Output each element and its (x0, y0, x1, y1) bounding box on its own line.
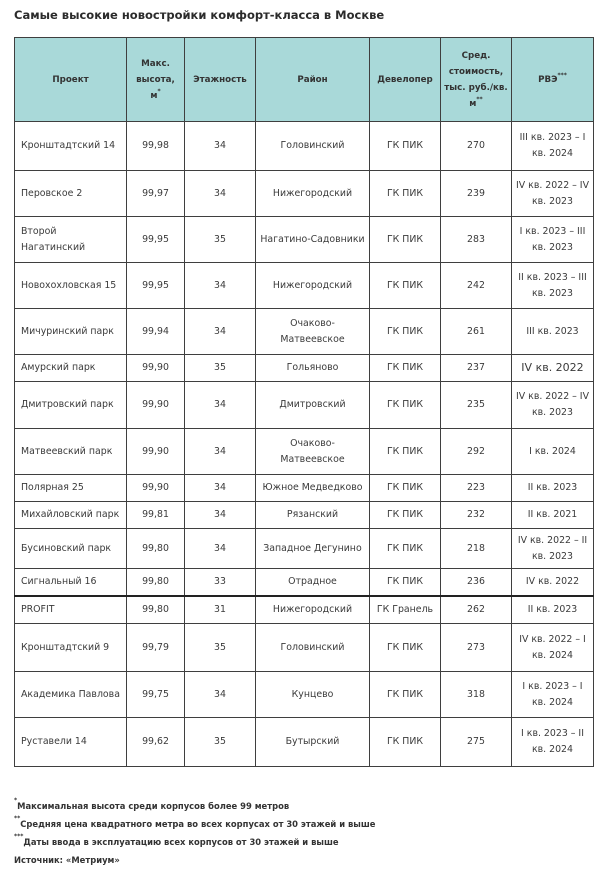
cell-developer: ГК ПИК (370, 171, 441, 217)
cell-project: Кронштадтский 9 (15, 624, 127, 672)
cell-project: Полярная 25 (15, 475, 127, 502)
cell-commission: IV кв. 2022 – I кв. 2024 (512, 624, 594, 672)
cell-floors: 34 (185, 382, 256, 429)
cell-developer: ГК ПИК (370, 355, 441, 382)
cell-floors: 33 (185, 569, 256, 597)
cell-height: 99,79 (127, 624, 185, 672)
cell-district: Головинский (256, 122, 370, 171)
col-developer: Девелопер (370, 38, 441, 122)
table-row (15, 309, 594, 355)
cell-floors: 35 (185, 217, 256, 263)
cell-district: Нагатино-Садовники (256, 217, 370, 263)
cell-height: 99,90 (127, 475, 185, 502)
cell-price: 270 (441, 122, 512, 171)
cell-floors: 31 (185, 596, 256, 624)
cell-price: 261 (441, 309, 512, 355)
cell-commission: II кв. 2021 (512, 502, 594, 529)
cell-price: 273 (441, 624, 512, 672)
cell-developer: ГК ПИК (370, 217, 441, 263)
cell-price: 223 (441, 475, 512, 502)
table-title: Самые высокие новостройки комфорт-класса в Москве (14, 8, 385, 22)
cell-price: 292 (441, 429, 512, 475)
cell-district: Кунцево (256, 672, 370, 718)
height-footnote-mark: * (157, 87, 161, 95)
cell-district: Нижегородский (256, 596, 370, 624)
cell-commission: IV кв. 2022 – IV кв. 2023 (512, 382, 594, 429)
col-project: Проект (15, 38, 127, 122)
cell-project: Новохохловская 15 (15, 263, 127, 309)
price-footnote-mark: ** (476, 95, 483, 103)
table-row (15, 217, 594, 263)
cell-commission: II кв. 2023 (512, 475, 594, 502)
cell-price: 283 (441, 217, 512, 263)
cell-height: 99,81 (127, 502, 185, 529)
cell-developer: ГК ПИК (370, 309, 441, 355)
table-row (15, 122, 594, 171)
cell-floors: 35 (185, 718, 256, 767)
cell-height: 99,95 (127, 263, 185, 309)
col-height: Макс. высота, м* (127, 38, 185, 122)
cell-height: 99,98 (127, 122, 185, 171)
cell-developer: ГК ПИК (370, 382, 441, 429)
cell-commission: III кв. 2023 – I кв. 2024 (512, 122, 594, 171)
cell-developer: ГК ПИК (370, 624, 441, 672)
cell-commission: I кв. 2024 (512, 429, 594, 475)
cell-project: Дмитровский парк (15, 382, 127, 429)
footnote-height: *Максимальная высота среди корпусов более 99 метров (14, 797, 290, 811)
cell-project: Руставели 14 (15, 718, 127, 767)
cell-commission: II кв. 2023 (512, 596, 594, 624)
cell-price: 318 (441, 672, 512, 718)
cell-price: 232 (441, 502, 512, 529)
source-note: Источник: «Метриум» (14, 855, 120, 865)
cell-district: Дмитровский (256, 382, 370, 429)
table-row (15, 596, 594, 624)
cell-floors: 34 (185, 122, 256, 171)
cell-floors: 34 (185, 475, 256, 502)
cell-commission: IV кв. 2022 (512, 569, 594, 597)
cell-height: 99,75 (127, 672, 185, 718)
cell-project: Матвеевский парк (15, 429, 127, 475)
buildings-table (14, 37, 594, 767)
cell-price: 242 (441, 263, 512, 309)
cell-project: Михайловский парк (15, 502, 127, 529)
cell-commission: III кв. 2023 (512, 309, 594, 355)
cell-floors: 34 (185, 672, 256, 718)
cell-commission: I кв. 2023 – I кв. 2024 (512, 672, 594, 718)
cell-floors: 35 (185, 355, 256, 382)
table-row (15, 569, 594, 597)
cell-price: 239 (441, 171, 512, 217)
cell-district: Рязанский (256, 502, 370, 529)
cell-height: 99,80 (127, 569, 185, 597)
cell-floors: 34 (185, 529, 256, 569)
cell-commission: IV кв. 2022 – II кв. 2023 (512, 529, 594, 569)
col-price: Сред. стоимость, тыс. руб./кв. м** (441, 38, 512, 122)
table-row (15, 718, 594, 767)
cell-price: 237 (441, 355, 512, 382)
footnote-commission: ***Даты ввода в эксплуатацию всех корпусов от 30 этажей и выше (14, 833, 339, 847)
cell-district: Нижегородский (256, 171, 370, 217)
cell-price: 236 (441, 569, 512, 597)
commission-footnote-mark: *** (557, 71, 567, 79)
table-row (15, 263, 594, 309)
cell-developer: ГК ПИК (370, 569, 441, 597)
cell-height: 99,90 (127, 382, 185, 429)
cell-district: Западное Дегунино (256, 529, 370, 569)
table-row (15, 672, 594, 718)
cell-project: Бусиновский парк (15, 529, 127, 569)
cell-district: Отрадное (256, 569, 370, 597)
footnotes (14, 797, 375, 869)
cell-developer: ГК Гранель (370, 596, 441, 624)
cell-district: Бутырский (256, 718, 370, 767)
cell-height: 99,90 (127, 355, 185, 382)
table-row (15, 355, 594, 382)
cell-developer: ГК ПИК (370, 529, 441, 569)
cell-height: 99,90 (127, 429, 185, 475)
cell-project: Мичуринский парк (15, 309, 127, 355)
cell-project: Сигнальный 16 (15, 569, 127, 597)
col-floors: Этажность (185, 38, 256, 122)
cell-developer: ГК ПИК (370, 718, 441, 767)
table-row (15, 529, 594, 569)
cell-developer: ГК ПИК (370, 429, 441, 475)
cell-project: PROFIT (15, 596, 127, 624)
cell-floors: 34 (185, 263, 256, 309)
cell-district: Головинский (256, 624, 370, 672)
cell-project: Кронштадтский 14 (15, 122, 127, 171)
cell-height: 99,94 (127, 309, 185, 355)
cell-floors: 34 (185, 309, 256, 355)
header-row (15, 38, 594, 122)
cell-developer: ГК ПИК (370, 122, 441, 171)
cell-price: 262 (441, 596, 512, 624)
table-row (15, 502, 594, 529)
cell-height: 99,62 (127, 718, 185, 767)
cell-floors: 34 (185, 502, 256, 529)
cell-developer: ГК ПИК (370, 263, 441, 309)
cell-project: Амурский парк (15, 355, 127, 382)
col-district: Район (256, 38, 370, 122)
cell-height: 99,80 (127, 596, 185, 624)
cell-price: 218 (441, 529, 512, 569)
cell-height: 99,95 (127, 217, 185, 263)
cell-commission: I кв. 2023 – III кв. 2023 (512, 217, 594, 263)
cell-developer: ГК ПИК (370, 672, 441, 718)
cell-floors: 34 (185, 429, 256, 475)
table-row (15, 171, 594, 217)
cell-price: 235 (441, 382, 512, 429)
cell-price: 275 (441, 718, 512, 767)
cell-district: Нижегородский (256, 263, 370, 309)
cell-commission: IV кв. 2022 (512, 355, 594, 382)
cell-commission: I кв. 2023 – II кв. 2024 (512, 718, 594, 767)
table-row (15, 382, 594, 429)
cell-developer: ГК ПИК (370, 475, 441, 502)
cell-district: Очаково-Матвеевское (256, 309, 370, 355)
table-row (15, 475, 594, 502)
cell-project: Второй Нагатинский (15, 217, 127, 263)
col-commission: РВЭ*** (512, 38, 594, 122)
cell-developer: ГК ПИК (370, 502, 441, 529)
cell-floors: 35 (185, 624, 256, 672)
footnote-price: **Средняя цена квадратного метра во всех корпусах от 30 этажей и выше (14, 815, 376, 829)
cell-project: Перовское 2 (15, 171, 127, 217)
cell-district: Гольяново (256, 355, 370, 382)
table-row (15, 429, 594, 475)
table-row (15, 624, 594, 672)
cell-district: Южное Медведково (256, 475, 370, 502)
cell-district: Очаково-Матвеевское (256, 429, 370, 475)
cell-commission: II кв. 2023 – III кв. 2023 (512, 263, 594, 309)
cell-height: 99,97 (127, 171, 185, 217)
cell-commission: IV кв. 2022 – IV кв. 2023 (512, 171, 594, 217)
cell-project: Академика Павлова (15, 672, 127, 718)
cell-floors: 34 (185, 171, 256, 217)
cell-height: 99,80 (127, 529, 185, 569)
